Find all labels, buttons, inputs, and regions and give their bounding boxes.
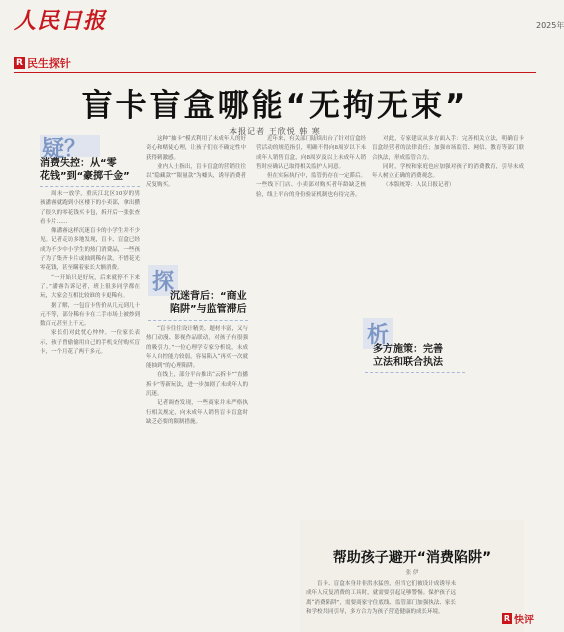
section2-heading-line2: 陷阱”与监管滞后 <box>170 304 247 315</box>
body-column-3 <box>146 325 248 615</box>
paragraph: 近年来，有关部门陆续出台了针对盲盒经营活动的规范指引，明确不得向8周岁以下未成年人销售盲盒，向8周岁及以上未成年人销售时应确认已取得相关监护人同意。 <box>256 136 367 170</box>
column-tag <box>14 55 71 71</box>
section1-heading-line2: 花钱”到“豪掷千金” <box>40 171 130 182</box>
header-rule <box>14 72 536 73</box>
commentary-text <box>306 580 456 628</box>
body-column-4 <box>256 135 366 480</box>
paragraph: （本版统筹：人民日报记者） <box>383 182 455 189</box>
section3-heading <box>373 343 453 369</box>
paragraph: 这种“抽卡”模式利用了未成年人的好奇心和赌徒心理，让孩子们在不确定性中获得刺激感。 <box>146 136 246 161</box>
quick-comment-label: 快评 <box>514 615 534 626</box>
section1-heading-line1: 消费失控：从“零 <box>40 158 117 169</box>
paragraph: “盲卡往往设计精美、题材丰富，又与热门动漫、影视作品联动，对孩子有很强的吸引力。”一位心理学专家分析说，未成年人自控能力较弱，容易陷入“再买一次就能抽到”的心理陷阱。 <box>146 326 248 370</box>
body-column-2a <box>146 135 246 230</box>
section2-mark: 探 <box>148 265 178 296</box>
section3-divider <box>365 372 465 373</box>
section2-divider <box>148 320 248 321</box>
paragraph: 盲卡、盲盒本身并非洪水猛兽，但当它们被设计成诱导未成年人反复消费的工具时，就需要引起足够警惕。保护孩子远离“消费陷阱”，需要商家守住底线、监管部门加强执法、家长和学校共同引导，多方合力为孩子营造健康的成长环境。 <box>306 581 456 615</box>
quick-comment-tag <box>502 611 534 626</box>
issue-date: 2025年 <box>536 21 564 30</box>
paragraph: 但在实际执行中，监管仍存在一定滞后。一些线下门店、小卖部对购买者年龄缺乏核验，线上平台的身份验证机制也有待完善。 <box>256 173 367 198</box>
section3-heading-line1: 多方施策：完善 <box>373 344 443 355</box>
body-column-1 <box>40 190 140 615</box>
section3-mark: 析 <box>363 318 393 349</box>
paragraph: 在线上，部分平台推出“云拆卡”“直播拆卡”等新玩法，进一步加剧了未成年人的沉迷。 <box>146 372 248 398</box>
paragraph: 对此，专家建议从多方面入手：完善相关立法，明确盲卡盲盒经营者的法律责任；加强市场监管、网信、教育等部门联合执法，形成监管合力。 <box>372 136 524 161</box>
section2-heading <box>170 290 250 316</box>
commentary-author: 张 伊 <box>405 570 419 576</box>
paragraph: 记者调查发现，一些商家并未严格执行相关规定，向未成年人销售盲卡盲盒时缺乏必要的限制措施。 <box>146 400 248 425</box>
paragraph: “一开始只是好玩，后来就停不下来了。”潘睿告诉记者，班上很多同学都在玩，大家会互相比较谁的卡更稀有。 <box>40 274 140 300</box>
quick-comment-mark: R <box>503 614 510 623</box>
paragraph: 像潘睿这样沉迷盲卡的小学生并不少见。记者走访多地发现，盲卡、盲盒已经成为不少中小学生的热门消费品，一些孩子为了集齐卡片或抽到稀有款，不惜花光零花钱，甚至瞒着家长大额消费。 <box>40 228 140 272</box>
section2-heading-line1: 沉迷背后：“商业 <box>170 291 247 302</box>
paragraph: 业内人士指出，盲卡盲盒的营销往往以“隐藏款”“限量款”为噱头，诱导消费者反复购买。 <box>146 163 246 189</box>
article-headline: 盲卡盲盒哪能“无拘无束” <box>81 88 469 124</box>
newspaper-masthead: 人民日报 <box>14 8 107 34</box>
column-mark: R <box>16 58 23 68</box>
column-name: 民生探针 <box>26 57 71 70</box>
paragraph: 家长们对此忧心忡忡。一位家长表示，孩子曾偷偷用自己的手机支付购买盲卡，一个月花了两千多元。 <box>40 330 140 356</box>
paragraph: 同时，学校和家庭也应加强对孩子的消费教育，引导未成年人树立正确的消费观念。 <box>372 163 524 180</box>
section3-heading-line2: 立法和联合执法 <box>373 357 443 368</box>
section1-heading <box>40 157 140 183</box>
paragraph: 周末一放学，重庆江北区10岁的男孩潘睿就跑到小区楼下的小卖部，拿出攒了很久的零花钱买卡包，拆开后一张张查看卡片…… <box>40 191 140 225</box>
section1-mark: 疑？ <box>42 136 87 162</box>
commentary-title: 帮助孩子避开“消费陷阱” <box>332 550 492 566</box>
article-byline: 本报记者 王欣悦 韩 寒 <box>229 127 321 136</box>
paragraph: 据了解，一包盲卡售价从几元到几十元不等，部分稀有卡在二手市场上被炒到数百元甚至上千元。 <box>40 302 140 328</box>
section1-divider <box>40 186 140 187</box>
body-column-5 <box>372 135 524 310</box>
